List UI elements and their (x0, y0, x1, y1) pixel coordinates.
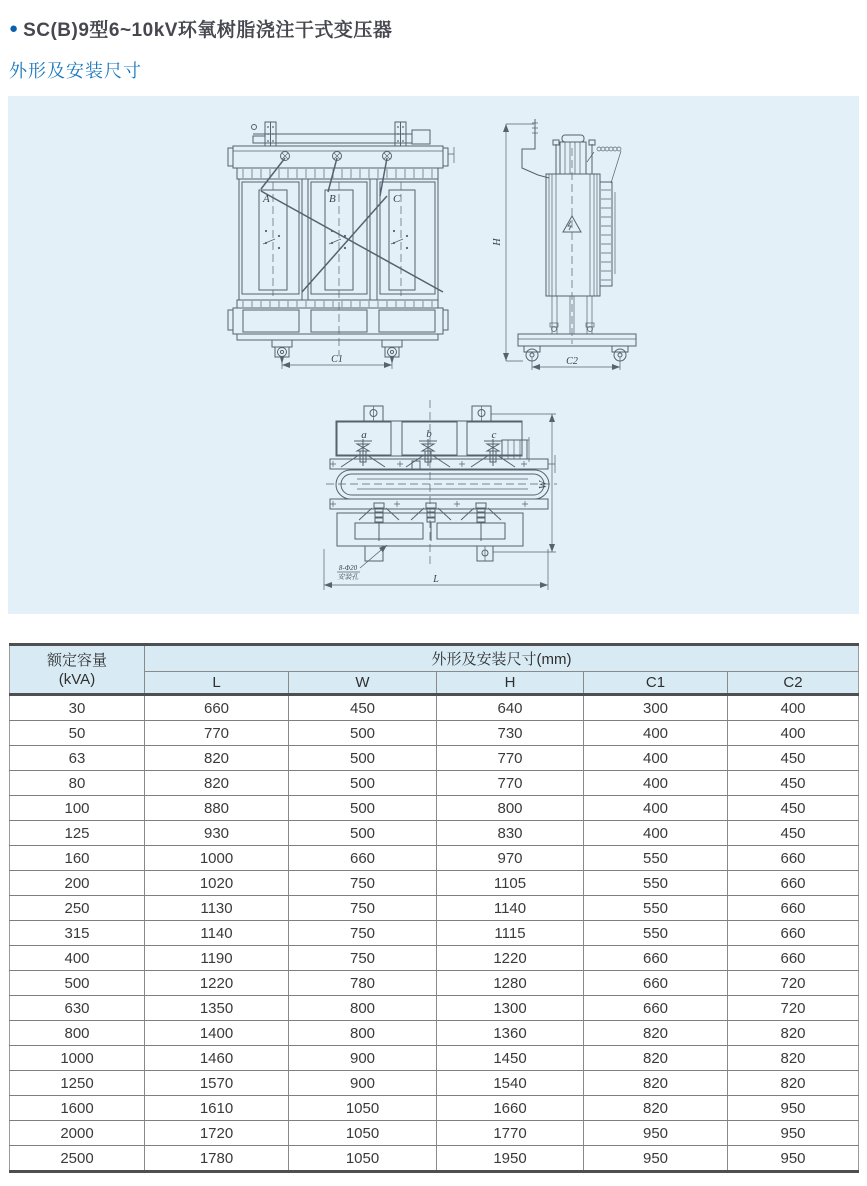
capacity-header-line1: 额定容量 (46, 651, 107, 669)
dimension-cell: 500 (289, 821, 437, 846)
lug-hole-icon (252, 125, 257, 130)
dimension-cell: 660 (728, 896, 859, 921)
dimension-cell: 720 (728, 971, 859, 996)
dimension-cell: 500 (289, 721, 437, 746)
dimension-cell: 750 (289, 871, 437, 896)
capacity-cell: 250 (10, 896, 145, 921)
dimension-cell: 880 (145, 796, 289, 821)
dimension-cell: 550 (584, 846, 728, 871)
column-header-c1: C1 (584, 672, 728, 695)
dimension-cell: 660 (145, 695, 289, 721)
dimension-cell: 1140 (145, 921, 289, 946)
dimension-cell: 800 (437, 796, 584, 821)
dimension-cell: 660 (584, 971, 728, 996)
dimension-cell: 820 (584, 1021, 728, 1046)
capacity-cell: 1250 (10, 1071, 145, 1096)
page-title-row (0, 0, 867, 42)
dimension-cell: 1115 (437, 921, 584, 946)
top-view (324, 400, 557, 590)
dim-c1-label: C1 (331, 354, 343, 365)
dimension-cell: 730 (437, 721, 584, 746)
capacity-cell: 400 (10, 946, 145, 971)
page-title: SC(B)9型6~10kV环氧树脂浇注干式变压器 (23, 20, 393, 41)
table-row (10, 1096, 859, 1121)
dim-c2-label: C2 (566, 356, 578, 367)
dimension-cell: 450 (728, 796, 859, 821)
dimension-cell: 400 (728, 695, 859, 721)
dimension-cell: 970 (437, 846, 584, 871)
dimension-cell: 1720 (145, 1121, 289, 1146)
dimension-cell: 300 (584, 695, 728, 721)
capacity-cell: 1600 (10, 1096, 145, 1121)
dimension-cell: 750 (289, 896, 437, 921)
dimensions-table (9, 643, 859, 1173)
dimension-cell: 900 (289, 1071, 437, 1096)
dimension-cell: 770 (437, 771, 584, 796)
table-row (10, 1046, 859, 1071)
dimension-cell: 1105 (437, 871, 584, 896)
side-view (492, 119, 636, 370)
dimension-cell: 950 (728, 1121, 859, 1146)
dimension-cell: 800 (289, 996, 437, 1021)
dimension-cell: 950 (584, 1121, 728, 1146)
table-row (10, 771, 859, 796)
dimension-cell: 1220 (437, 946, 584, 971)
dimension-cell: 750 (289, 921, 437, 946)
dimension-cell: 1050 (289, 1146, 437, 1172)
dimension-cell: 950 (728, 1096, 859, 1121)
bullet-icon: ● (9, 20, 19, 37)
capacity-cell: 63 (10, 746, 145, 771)
dimension-cell: 930 (145, 821, 289, 846)
dimension-cell: 1050 (289, 1121, 437, 1146)
capacity-cell: 200 (10, 871, 145, 896)
dimension-cell: 550 (584, 921, 728, 946)
dimension-cell: 820 (584, 1096, 728, 1121)
dimension-cell: 1020 (145, 871, 289, 896)
table-row (10, 796, 859, 821)
technical-drawing (8, 96, 858, 614)
table-row (10, 871, 859, 896)
capacity-cell: 50 (10, 721, 145, 746)
dim-h-label: H (492, 238, 503, 246)
dimension-cell: 400 (584, 771, 728, 796)
dimension-cell: 1000 (145, 846, 289, 871)
column-header-l: L (145, 672, 289, 695)
dimension-cell: 640 (437, 695, 584, 721)
dimension-cell: 660 (584, 946, 728, 971)
table-row (10, 946, 859, 971)
dimension-cell: 500 (289, 746, 437, 771)
dimension-cell: 820 (584, 1046, 728, 1071)
dimension-cell: 770 (437, 746, 584, 771)
table-row (10, 1071, 859, 1096)
column-header-c2: C2 (728, 672, 859, 695)
table-row (10, 1121, 859, 1146)
table-row (10, 746, 859, 771)
dimension-cell: 450 (728, 821, 859, 846)
hv-terminals (341, 439, 515, 467)
dimension-cell: 820 (145, 746, 289, 771)
dimension-cell: 1540 (437, 1071, 584, 1096)
front-view (228, 122, 454, 369)
terminal-c-label: c (491, 429, 497, 441)
dimension-cell: 1220 (145, 971, 289, 996)
capacity-cell: 160 (10, 846, 145, 871)
hole-note-line1: 8-Φ20 (338, 564, 358, 572)
dimension-cell: 400 (584, 821, 728, 846)
dimension-cell: 750 (289, 946, 437, 971)
dim-w-label: W (538, 480, 549, 490)
dimension-cell: 800 (289, 1021, 437, 1046)
dimension-cell: 820 (728, 1071, 859, 1096)
dimension-cell: 500 (289, 771, 437, 796)
dimension-cell: 820 (584, 1071, 728, 1096)
terminal-a-label: a (361, 429, 367, 441)
column-header-w: W (289, 672, 437, 695)
capacity-column-header (10, 645, 145, 695)
dimension-cell: 950 (728, 1146, 859, 1172)
dimension-cell: 550 (584, 896, 728, 921)
dimension-cell: 660 (584, 996, 728, 1021)
dimension-cell: 400 (584, 796, 728, 821)
dimension-cell: 660 (728, 871, 859, 896)
drawing-panel (8, 96, 859, 614)
capacity-cell: 80 (10, 771, 145, 796)
dimension-cell: 1280 (437, 971, 584, 996)
dimension-cell: 450 (289, 695, 437, 721)
dimension-cell: 1610 (145, 1096, 289, 1121)
capacity-cell: 500 (10, 971, 145, 996)
dimension-cell: 820 (728, 1046, 859, 1071)
dimension-cell: 1360 (437, 1021, 584, 1046)
dimension-cell: 780 (289, 971, 437, 996)
terminal-b-label: b (426, 428, 432, 440)
capacity-cell: 125 (10, 821, 145, 846)
dimension-cell: 1350 (145, 996, 289, 1021)
dimension-cell: 1300 (437, 996, 584, 1021)
capacity-cell: 2500 (10, 1146, 145, 1172)
dimension-cell: 820 (145, 771, 289, 796)
table-row (10, 896, 859, 921)
table-row (10, 921, 859, 946)
dimension-cell: 1400 (145, 1021, 289, 1046)
dimension-cell: 660 (289, 846, 437, 871)
table-row (10, 1021, 859, 1046)
capacity-cell: 1000 (10, 1046, 145, 1071)
dimension-cell: 450 (728, 746, 859, 771)
dimension-cell: 400 (584, 721, 728, 746)
dimension-cell: 660 (728, 921, 859, 946)
dimension-cell: 1140 (437, 896, 584, 921)
table-row (10, 971, 859, 996)
dimension-cell: 660 (728, 846, 859, 871)
column-header-h: H (437, 672, 584, 695)
dimension-cell: 1770 (437, 1121, 584, 1146)
dimension-cell: 770 (145, 721, 289, 746)
phase-c-label: C (393, 193, 401, 205)
dimension-cell: 660 (728, 946, 859, 971)
capacity-cell: 315 (10, 921, 145, 946)
phase-b-label: B (329, 193, 336, 205)
dimension-cell: 1190 (145, 946, 289, 971)
table-row (10, 1146, 859, 1172)
capacity-cell: 30 (10, 695, 145, 721)
dimension-cell: 1050 (289, 1096, 437, 1121)
dimension-cell: 1460 (145, 1046, 289, 1071)
dimension-cell: 400 (728, 721, 859, 746)
dimension-cell: 1660 (437, 1096, 584, 1121)
dimension-cell: 400 (584, 746, 728, 771)
dimension-cell: 1780 (145, 1146, 289, 1172)
dimension-cell: 450 (728, 771, 859, 796)
dimension-cell: 1950 (437, 1146, 584, 1172)
table-body (10, 695, 859, 1172)
dimension-cell: 1450 (437, 1046, 584, 1071)
dimension-cell: 900 (289, 1046, 437, 1071)
table-row (10, 721, 859, 746)
dimension-cell: 720 (728, 996, 859, 1021)
table-row (10, 846, 859, 871)
dimension-cell: 550 (584, 871, 728, 896)
phase-a-label: A (263, 193, 270, 205)
dimension-cell: 1570 (145, 1071, 289, 1096)
section-subtitle: 外形及安装尺寸 (9, 61, 142, 81)
table-row (10, 996, 859, 1021)
dimension-cell: 500 (289, 796, 437, 821)
capacity-cell: 100 (10, 796, 145, 821)
capacity-cell: 800 (10, 1021, 145, 1046)
dimensions-group-header: 外形及安装尺寸(mm) (145, 645, 859, 672)
table-row (10, 695, 859, 721)
dimension-cell: 950 (584, 1146, 728, 1172)
dimension-cell: 830 (437, 821, 584, 846)
table-row (10, 821, 859, 846)
dim-l-label: L (433, 574, 439, 585)
dimension-cell: 820 (728, 1021, 859, 1046)
hole-note-line2: 安装孔 (337, 573, 359, 581)
capacity-cell: 2000 (10, 1121, 145, 1146)
dimension-cell: 1130 (145, 896, 289, 921)
capacity-cell: 630 (10, 996, 145, 1021)
capacity-header-line2: (kVA) (58, 670, 96, 688)
